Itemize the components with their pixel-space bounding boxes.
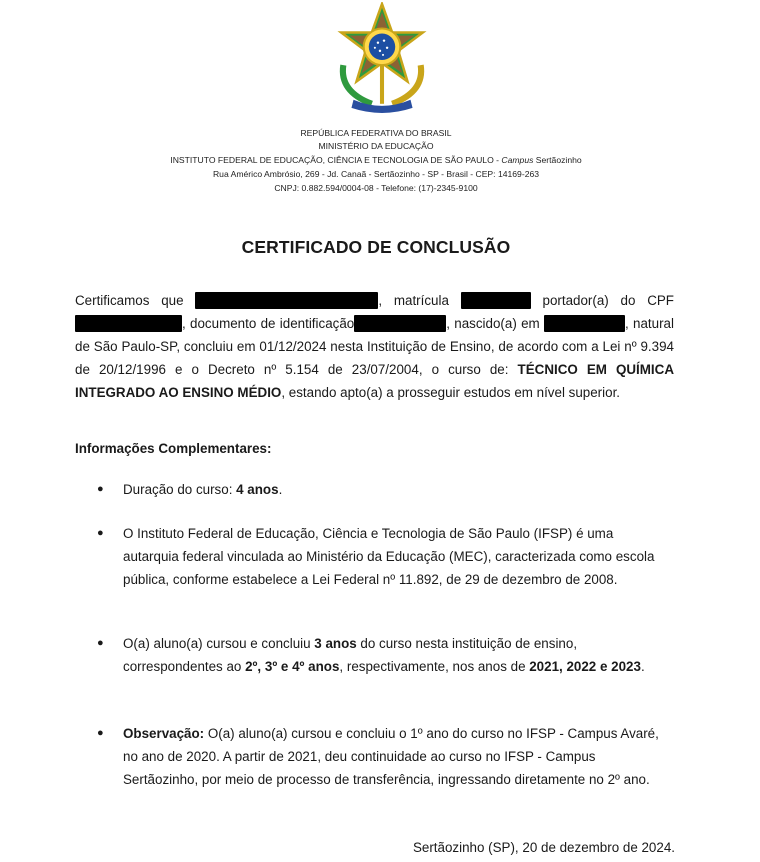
header-institute-name: INSTITUTO FEDERAL DE EDUCAÇÃO, CIÊNCIA E TECNOLOGIA DE SÃO PAULO - <box>170 155 502 165</box>
header-campus-city: Sertãozinho <box>533 155 582 165</box>
body-text-4: , documento de identificação <box>182 316 355 331</box>
header-campus-label: Campus <box>501 155 534 165</box>
brazil-coat-of-arms-icon <box>331 2 433 116</box>
body-text-6: , natural de São Paulo-SP, concluiu em 01/12/2024 nesta Instituição de Ensino, de acordo com a Lei nº 9.394 de 20/12/1996 e o Decreto nº 5.154 de 23/07/2004, o curso de: <box>75 316 674 377</box>
years-text-a: O(a) aluno(a) cursou e concluiu <box>123 636 315 651</box>
complementary-info-title: Informações Complementares: <box>75 441 272 456</box>
header-address: Rua Américo Ambrósio, 269 - Jd. Canaã - Sertãozinho - SP - Brasil - CEP: 14169-263 <box>212 169 540 179</box>
header-cnpj: CNPJ: 0.882.594/0004-08 - Telefone: (17)-2345-9100 <box>274 183 478 193</box>
date-line: Sertãozinho (SP), 20 de dezembro de 2024. <box>412 840 675 855</box>
years-grades: 2º, 3º e 4º anos <box>245 659 340 674</box>
redacted-cpf <box>75 315 182 332</box>
observation-label: Observação: <box>123 726 205 741</box>
years-count: 3 anos <box>314 636 357 651</box>
years-text-c: do curso nesta instituição de ensino, correspondentes ao <box>123 636 578 674</box>
body-text-2: , matrícula <box>378 293 461 308</box>
course-name: TÉCNICO EM QUÍMICA INTEGRADO AO ENSINO MÉDIO <box>75 362 674 400</box>
header-institute <box>0 154 752 167</box>
bullet-observation <box>123 722 668 791</box>
bullet-course-duration <box>123 478 668 501</box>
redacted-registration <box>461 292 531 309</box>
duration-value: 4 anos <box>236 482 279 497</box>
header-ministry: MINISTÉRIO DA EDUCAÇÃO <box>318 141 434 151</box>
bullet-ifsp-description: O Instituto Federal de Educação, Ciência e Tecnologia de São Paulo (IFSP) é uma autarquia federal vinculada ao Ministério da Educação (MEC), caracterizada como escola pública, conforme estabelece a Lei Federal nº 11.892, de 29 de dezembro de 2008. <box>123 526 655 587</box>
bullet-marker: ● <box>97 483 104 495</box>
bullet-marker: ● <box>97 527 104 539</box>
observation-text: O(a) aluno(a) cursou e concluiu o 1º ano do curso no IFSP - Campus Avaré, no ano de 2020. A partir de 2021, deu continuidade ao curso no IFSP - Campus Sertãozinho, por meio de processo de transferência, ingressando diretamente no 2º ano. <box>123 726 659 787</box>
bullet-marker: ● <box>97 637 104 649</box>
bullet-years-completed <box>123 632 668 678</box>
certificate-body <box>75 289 674 404</box>
redacted-birth-date <box>544 315 625 332</box>
duration-end: . <box>278 482 283 497</box>
years-text-end: . <box>640 659 645 674</box>
bullet-marker: ● <box>97 727 104 739</box>
redacted-name <box>195 292 378 309</box>
redacted-id-document <box>354 315 446 332</box>
body-text-5: , nascido(a) em <box>446 316 544 331</box>
duration-text: Duração do curso: <box>123 482 237 497</box>
years-list: 2021, 2022 e 2023 <box>529 659 641 674</box>
body-text-3: portador(a) do CPF <box>530 293 674 308</box>
body-text-1: Certificamos que <box>75 293 196 308</box>
header-republic: REPÚBLICA FEDERATIVA DO BRASIL <box>300 128 452 138</box>
body-text-7: , estando apto(a) a prosseguir estudos em nível superior. <box>281 385 621 400</box>
years-text-e: , respectivamente, nos anos de <box>339 659 530 674</box>
certificate-title: CERTIFICADO DE CONCLUSÃO <box>241 237 511 257</box>
